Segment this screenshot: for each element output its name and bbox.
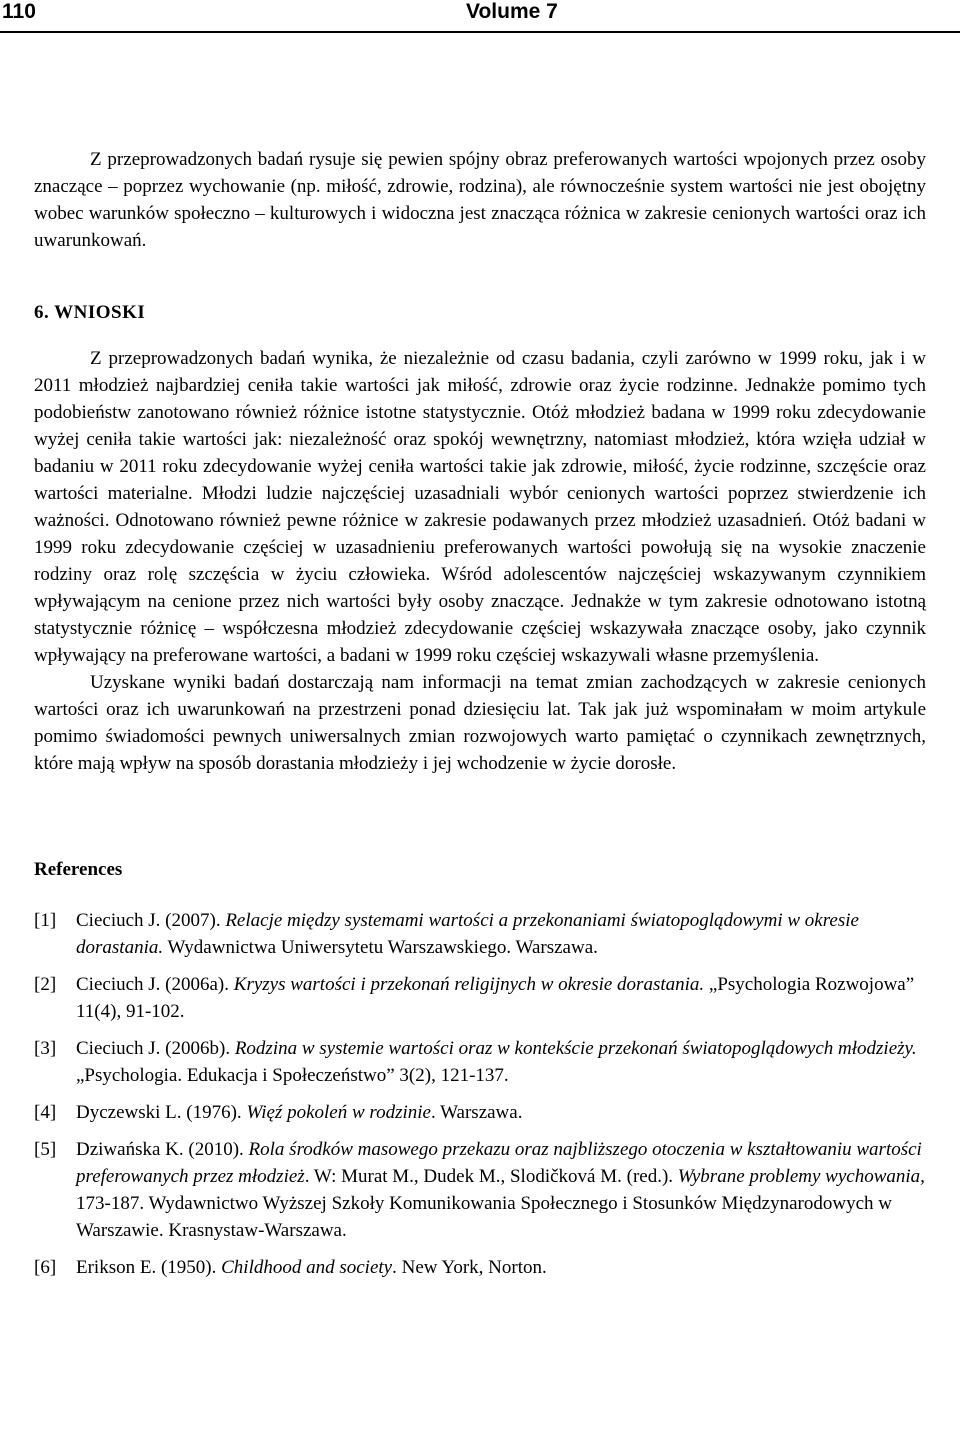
page-content bbox=[34, 146, 926, 1291]
reference-publisher: Wydawnictwa Uniwersytetu Warszawskiego. Warszawa. bbox=[163, 937, 598, 958]
reference-title: Relacje między systemami wartości a przekonaniami światopoglądowymi w okresie dorastania. bbox=[76, 910, 859, 958]
page-header bbox=[0, 0, 960, 24]
reference-author: Cieciuch J. (2006b). bbox=[76, 1038, 235, 1059]
reference-item bbox=[34, 1254, 926, 1281]
reference-author: Cieciuch J. (2007). bbox=[76, 910, 226, 931]
reference-publisher: „Psychologia Rozwojowa” 11(4), 91-102. bbox=[76, 974, 915, 1022]
reference-author: Dyczewski L. (1976). bbox=[76, 1102, 247, 1123]
reference-publisher: . Warszawa. bbox=[430, 1102, 523, 1123]
references-heading: References bbox=[34, 859, 123, 880]
reference-author: Dziwańska K. (2010). bbox=[76, 1139, 249, 1160]
page-number: 110 bbox=[2, 0, 36, 23]
reference-publisher: . W: Murat M., Dudek M., Slodičková M. (red.). bbox=[304, 1166, 678, 1187]
reference-author: Erikson E. (1950). bbox=[76, 1257, 222, 1278]
reference-publisher: . New York, Norton. bbox=[392, 1257, 547, 1278]
reference-title: Więź pokoleń w rodzinie bbox=[246, 1102, 431, 1123]
reference-title: Rodzina w systemie wartości oraz w kontekście przekonań światopoglądowych młodzieży. bbox=[234, 1038, 917, 1059]
header-divider bbox=[0, 31, 960, 33]
reference-title: Childhood and society bbox=[221, 1257, 393, 1278]
reference-item bbox=[34, 1099, 926, 1126]
reference-index: [5] bbox=[34, 1139, 57, 1160]
references-list bbox=[34, 907, 926, 1281]
reference-index: [3] bbox=[34, 1038, 57, 1059]
reference-book-title: Wybrane problemy wychowania, bbox=[677, 1166, 925, 1187]
reference-publisher: „Psychologia. Edukacja i Społeczeństwo” 3(2), 121-137. bbox=[76, 1065, 509, 1086]
reference-publisher-details: 173-187. Wydawnictwo Wyższej Szkoły Komunikowania Społecznego i Stosunków Międzynarodowych w Warszawie. Krasnystaw-Warszawa. bbox=[76, 1193, 892, 1241]
reference-item bbox=[34, 1136, 926, 1244]
reference-index: [6] bbox=[34, 1257, 57, 1278]
reference-index: [1] bbox=[34, 910, 57, 931]
intro-paragraph: Z przeprowadzonych badań rysuje się pewien spójny obraz preferowanych wartości wpojonych przez osoby znaczące – poprzez wychowanie (np. miłość, zdrowie, rodzina), ale równocześnie system wartości nie jest obojętny wobec warunków społeczno – kulturowych i widoczna jest znacząca różnica w zakresie cenionych wartości oraz ich uwarunkowań. bbox=[34, 149, 926, 251]
reference-author: Cieciuch J. (2006a). bbox=[76, 974, 234, 995]
volume-label: Volume 7 bbox=[466, 0, 558, 23]
final-paragraph: Uzyskane wyniki badań dostarczają nam informacji na temat zmian zachodzących w zakresie cenionych wartości oraz ich uwarunkowań na przestrzeni ponad dziesięciu lat. Tak jak już wspominałam w moim artykule pomimo świadomości pewnych uniwersalnych zmian rozwojowych warto pamiętać o czynnikach zewnętrznych, które mają wpływ na sposób dorastania młodzieży i jej wchodzenie w życie dorosłe. bbox=[34, 672, 926, 774]
section-heading: 6. WNIOSKI bbox=[34, 302, 146, 323]
reference-item bbox=[34, 971, 926, 1025]
reference-title: Rola środków masowego przekazu oraz najbliższego otoczenia w kształtowaniu wartości preferowanych przez młodzież bbox=[76, 1139, 922, 1187]
reference-title: Kryzys wartości i przekonań religijnych w okresie dorastania. bbox=[233, 974, 705, 995]
reference-item bbox=[34, 907, 926, 961]
reference-item bbox=[34, 1035, 926, 1089]
reference-index: [4] bbox=[34, 1102, 57, 1123]
conclusions-paragraph: Z przeprowadzonych badań wynika, że niezależnie od czasu badania, czyli zarówno w 1999 roku, jak i w 2011 młodzież najbardziej ceniła takie wartości jak miłość, zdrowie oraz życie rodzinne. Jednakże pomimo tych podobieństw zanotowano również różnice istotne statystycznie. Otóż młodzież badana w 1999 roku zdecydowanie wyżej ceniła takie wartości jak: niezależność oraz spokój wewnętrzny, natomiast młodzież, która wzięła udział w badaniu w 2011 roku zdecydowanie wyżej ceniła wartości takie jak zdrowie, miłość, życie rodzinne, szczęście oraz wartości materialne. Młodzi ludzie najczęściej uzasadniali wybór cenionych wartości poprzez stwierdzenie ich ważności. Odnotowano również pewne różnice w zakresie podawanych przez młodzież uzasadnień. Otóż badani w 1999 roku zdecydowanie częściej w uzasadnieniu preferowanych wartości powołują się na wysokie znaczenie rodziny oraz rolę szczęścia w życiu człowieka. Wśród adolescentów najczęściej wskazywanym czynnikiem wpływającym na cenione przez nich wartości były osoby znaczące. Jednakże w tym zakresie odnotowano istotną statystycznie różnicę – współczesna młodzież zdecydowanie częściej wskazywała znaczące osoby, jako czynnik wpływający na preferowane wartości, a badani w 1999 roku częściej wskazywali własne przemyślenia. bbox=[34, 348, 926, 666]
reference-index: [2] bbox=[34, 974, 57, 995]
